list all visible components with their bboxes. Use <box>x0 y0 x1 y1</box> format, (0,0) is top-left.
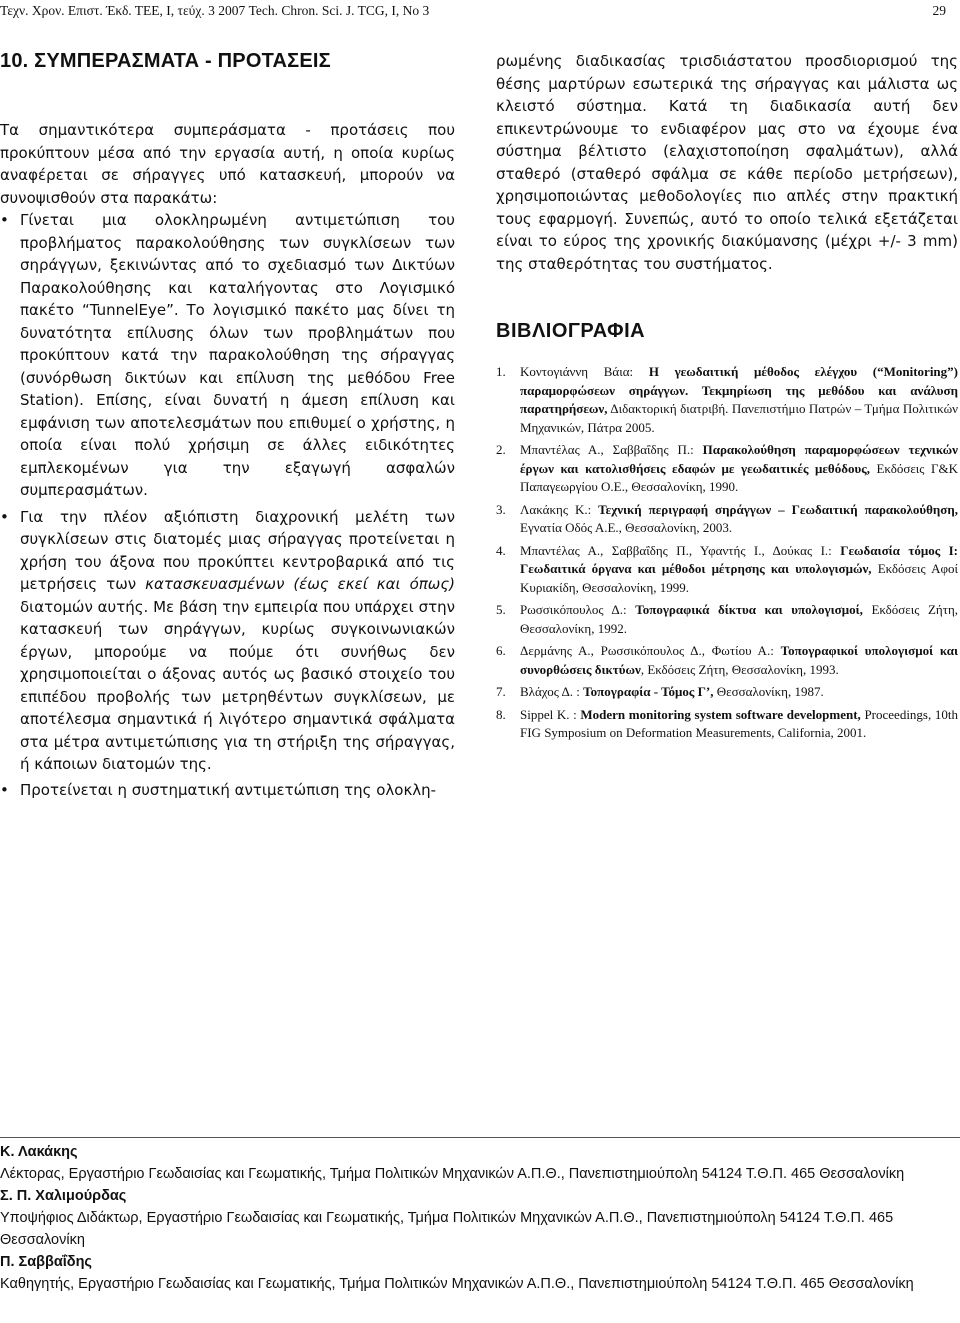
reference-title: Παρακολούθηση παραμορφώσεων τεχνικών έργων και κατολισθήσεις εδαφών με γεωδαιτικές μεθόδους, <box>520 442 958 476</box>
reference-title: Γεωδαισία τόμος Ι: Γεωδαιτικά όργανα και μέθοδοι μέτρησης και υπολογισμών, <box>520 542 959 576</box>
reference-item <box>496 706 958 743</box>
right-column <box>496 50 958 747</box>
reference-item <box>496 363 958 437</box>
continuation-paragraph: ρωμένης διαδικασίας τρισδιάστατου προσδιορισμού της θέσης μαρτύρων εσωτερικά της σήραγγας και μάλιστα ως κλειστό σύστημα. Κατά τη διαδικασία αυτή δεν επικεντρώνουμε το ενδιαφέρον μας στο να έχουμε ένα σύστημα βέλτιστο (ελαχιστοποίηση σφαλμάτων), αλλά σταθερό (σταθερό σφάλμα σε κάθε περίοδο μετρήσεων), χρησιμοποιώντας μεθοδολογίες πιο απλές στην πρακτική τους εφαρμογή. Συνεπώς, αυτό το οποίο τελικά εξετάζεται είναι το εύρος της χρονικής διακύμανσης (μέχρι +/- 3 mm) της σταθερότητας του συστήματος. <box>496 52 958 273</box>
journal-citation: Τεχν. Χρον. Επιστ. Έκδ. ΤΕΕ, Ι, τεύχ. 3 2007 Tech. Chron. Sci. J. TCG, I, No 3 <box>0 3 430 18</box>
bullet-text: Για την πλέον αξιόπιστη διαχρονική μελέτη των συγκλίσεων στις διατομές μιας σήραγγας προτείνεται η χρήση του άξονα που προκύπτει κεντροβαρικά από τις μετρήσεις των <box>20 507 455 593</box>
reference-authors: Δερμάνης Α., Ρωσσικόπουλος Δ., Φωτίου Α.: <box>520 643 781 658</box>
reference-number: 8. <box>496 706 506 722</box>
section-title: 10. ΣΥΜΠΕΡΑΣΜΑΤΑ - ΠΡΟΤΑΣΕΙΣ <box>0 50 331 72</box>
bullet-text: Γίνεται μια ολοκληρωμένη αντιμετώπιση του προβλήματος παρακολούθησης των συγκλίσεων των σηράγγων, ξεκινώντας από το σχεδιασμό των Δικτύων Παρακολούθησης και καταλήγοντας στο Λογισμικό πακέτο “TunnelEye”. Το λογισμικό πακέτο μας δίνει τη δυνατότητα επίλυσης όλων των προβλημάτων που προκύπτουν κατά την παρακολούθηση της σήραγγας (συνόρθωση δικτύων και επίλυση της μεθόδου Free Station). Επίσης, είναι δυνατή η άμεση επίλυση και εμφάνιση των αποτελεσμάτων που επιθυμεί ο χρήστης, η οποία είναι πολύ χρήσιμη σε άλλες ειδικότητες εμπλεκομένων για την εξαγωγή ασφαλών συμπερασμάτων. <box>20 211 455 499</box>
page-number: 29 <box>932 3 946 18</box>
reference-item <box>496 642 958 679</box>
reference-number: 2. <box>496 442 506 457</box>
conclusions-list <box>0 209 455 801</box>
reference-title: Τεχνική περιγραφή σηράγγων – Γεωδαιτική παρακολούθηση, <box>598 501 959 517</box>
reference-item <box>496 683 958 702</box>
list-item <box>0 209 455 502</box>
list-item <box>0 779 455 802</box>
author-name: Π. Σαββαΐδης <box>0 1254 92 1270</box>
running-header <box>0 0 960 22</box>
reference-number: 6. <box>496 643 506 658</box>
reference-details: Εκδόσεις Αφοί Κυριακίδη, Θεσσαλονίκη, 1999. <box>520 561 958 595</box>
author-affiliation: Υποψήφιος Διδάκτωρ, Εργαστήριο Γεωδαισίας και Γεωματικής, Τμήμα Πολιτικών Μηχανικών Α.Π.Θ., Πανεπιστημιούπολη 54124 Τ.Θ.Π. 465 Θεσσαλονίκη <box>0 1210 894 1248</box>
reference-details: Εγνατία Οδός Α.Ε., Θεσσαλονίκη, 2003. <box>520 520 733 535</box>
intro-paragraph: Τα σημαντικότερα συμπεράσματα - προτάσεις που προκύπτουν μέσα από την εργασία αυτή, η οποία κυρίως αναφέρεται σε σήραγγες υπό κατασκευή, μπορούν να συνοψισθούν στα παρακάτω: <box>0 121 455 207</box>
references-title: ΒΙΒΛΙΟΓΡΑΦΙΑ <box>496 320 646 342</box>
reference-item <box>496 501 958 538</box>
author-name: Σ. Π. Χαλιμούρδας <box>0 1188 127 1204</box>
author-affiliation: Λέκτορας, Εργαστήριο Γεωδαισίας και Γεωματικής, Τμήμα Πολιτικών Μηχανικών Α.Π.Θ., Πανεπιστημιούπολη 54124 Τ.Θ.Π. 465 Θεσσαλονίκη <box>0 1166 905 1182</box>
reference-item <box>496 441 958 497</box>
author-name: Κ. Λακάκης <box>0 1144 78 1160</box>
reference-authors: Sippel K. : <box>520 706 581 722</box>
reference-authors: Μπαντέλας Α., Σαββαΐδης Π.: <box>520 442 703 457</box>
bullet-text-cont: διατομών αυτής. Με βάση την εμπειρία που υπάρχει στην κατασκευή των σηράγγων, κυρίως συγκοινωνιακών έργων, μπορούμε να πούμε ότι συνήθως δεν χρησιμοποιείται ο άξονας αυτός ως βασικό στοιχείο του επιπέδου προβολής των μετρηθέντων συγκλίσεων, με αποτέλεσμα σημαντικά ή λιγότερο σημαντικά σφάλματα στα μέτρα αντιμετώπισης για τη στήριξη της σήραγγας, ή κάποιων διατομών της. <box>20 597 455 773</box>
reference-title: Η γεωδαιτική μέθοδος ελέγχου (“Monitoring”) παραμορφώσεων σηράγγων. Τεκμηρίωση της μεθόδου και ανάλυση παρατηρήσεων, <box>520 364 958 416</box>
reference-number: 4. <box>496 542 506 558</box>
list-item <box>0 506 455 776</box>
reference-authors: Κοντογιάννη Βάια: <box>520 364 649 379</box>
reference-authors: Ρωσσικόπουλος Δ.: <box>520 602 636 617</box>
reference-details: Διδακτορική διατριβή. Πανεπιστήμιο Πατρών – Τμήμα Πολιτικών Μηχανικών, Πάτρα 2005. <box>520 401 958 435</box>
reference-item <box>496 601 958 638</box>
reference-authors: Μπαντέλας Α., Σαββαΐδης Π., Υφαντής Ι., Δούκας Ι.: <box>520 542 841 558</box>
reference-details: Εκδόσεις Ζήτη, Θεσσαλονίκη, 1992. <box>520 602 958 636</box>
reference-title: Modern monitoring system software development, <box>580 706 861 722</box>
author-affiliation: Καθηγητής, Εργαστήριο Γεωδαισίας και Γεωματικής, Τμήμα Πολιτικών Μηχανικών Α.Π.Θ., Πανεπιστημιούπολη 54124 Τ.Θ.Π. 465 Θεσσαλονίκη <box>0 1276 914 1292</box>
bullet-text: Προτείνεται η συστηματική αντιμετώπιση της ολοκλη- <box>20 780 437 799</box>
reference-number: 5. <box>496 602 506 617</box>
reference-authors: Λακάκης Κ.: <box>520 501 599 517</box>
bullet-icon: • <box>0 780 9 799</box>
reference-number: 1. <box>496 364 506 379</box>
reference-details: Proceedings, 10th FIG Symposium on Deformation Measurements, California, 2001. <box>520 706 958 740</box>
left-column <box>0 50 455 801</box>
bullet-icon: • <box>0 507 9 526</box>
reference-item <box>496 542 958 598</box>
author-footer <box>0 1137 960 1295</box>
reference-number: 3. <box>496 501 506 517</box>
reference-title: Τοπογραφικοί υπολογισμοί και συνορθώσεις δικτύων <box>520 643 958 677</box>
bullet-icon: • <box>0 211 9 229</box>
reference-authors: Βλάχος Δ. : <box>520 684 584 699</box>
reference-title: Τοπογραφία - Τόμος Γ’, <box>583 684 714 699</box>
reference-details: Θεσσαλονίκη, 1987. <box>713 684 824 699</box>
reference-title: Τοπογραφικά δίκτυα και υπολογισμοί, <box>635 602 863 617</box>
reference-details: Εκδόσεις Γ&Κ Παπαγεωργίου Ο.Ε., Θεσσαλονίκη, 1990. <box>520 460 958 494</box>
reference-number: 7. <box>496 684 506 699</box>
references-list <box>496 363 958 743</box>
bullet-italic-text: κατασκευασμένων (έως εκεί και όπως) <box>145 575 455 593</box>
reference-details: , Εκδόσεις Ζήτη, Θεσσαλονίκη, 1993. <box>640 661 839 677</box>
